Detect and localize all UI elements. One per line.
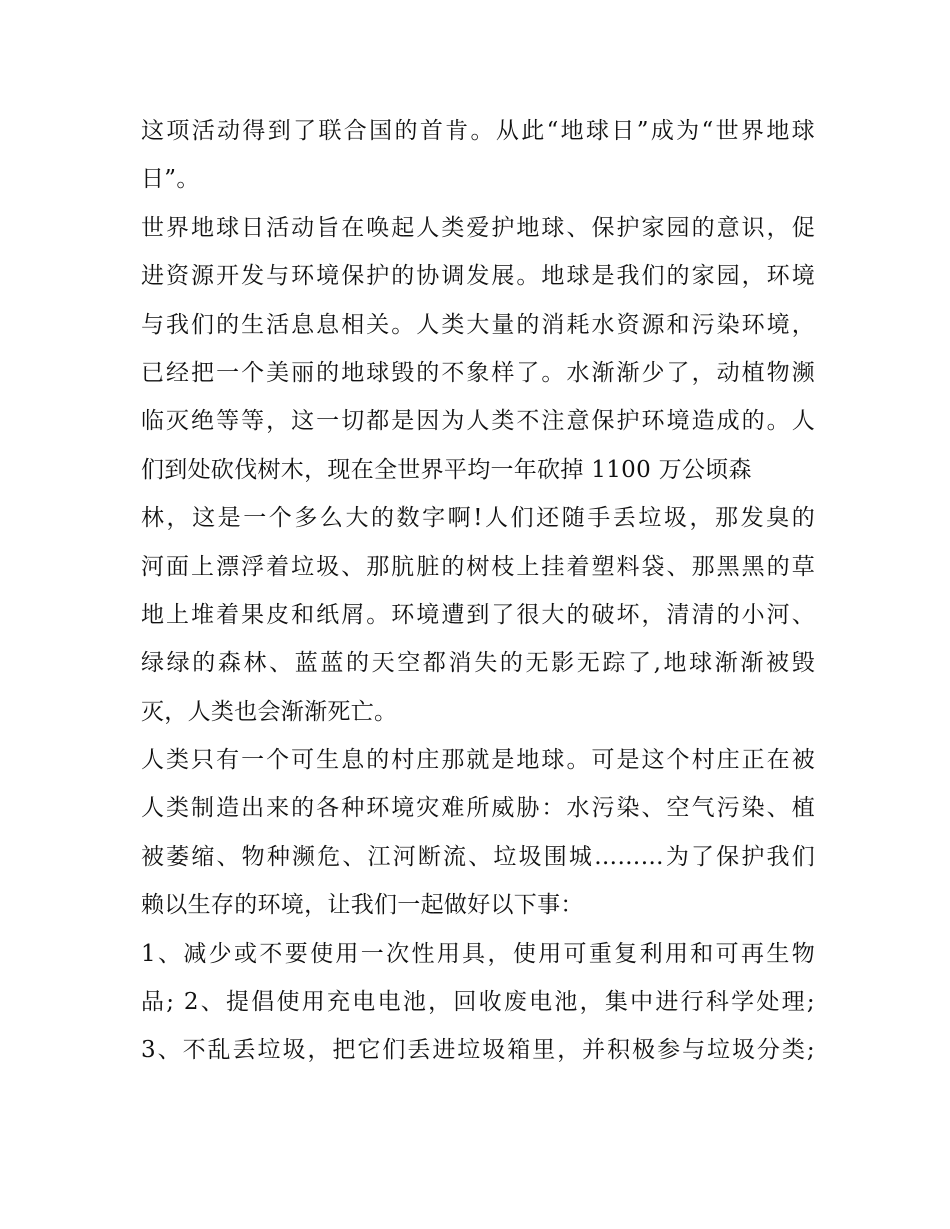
text-line: 这项活动得到了联合国的首肯。从此“地球日”成为“世界地球 xyxy=(141,118,815,144)
text-line: 人类只有一个可生息的村庄那就是地球。可是这个村庄正在被 xyxy=(141,747,815,774)
text-line: 临灭绝等等，这一切都是因为人类不注意保护环境造成的。人 xyxy=(141,408,815,435)
text-line: 已经把一个美丽的地球毁的不象样了。水渐渐少了，动植物濒 xyxy=(141,359,815,386)
text-line: 赖以生存的环境，让我们一起做好以下事： xyxy=(141,892,584,919)
document-body xyxy=(141,107,815,1075)
text-line: 日”。 xyxy=(141,166,200,193)
text-line: 绿绿的森林、蓝蓝的天空都消失的无影无踪了,地球渐渐被毁 xyxy=(141,650,815,677)
text-line: 世界地球日活动旨在唤起人类爱护地球、保护家园的意识，促 xyxy=(141,214,815,241)
text-line: 河面上漂浮着垃圾、那肮脏的树枝上挂着塑料袋、那黑黑的草 xyxy=(141,553,815,580)
text-line: 人类制造出来的各种环境灾难所威胁：水污染、空气污染、植 xyxy=(141,795,815,822)
text-line: 与我们的生活息息相关。人类大量的消耗水资源和污染环境， xyxy=(141,311,815,338)
text-line: 1、减少或不要使用一次性用具，使用可重复利用和可再生物 xyxy=(141,940,815,967)
text-line: 进资源开发与环境保护的协调发展。地球是我们的家园，环境 xyxy=(141,263,815,290)
text-line: 品; 2、提倡使用充电电池，回收废电池，集中进行科学处理; xyxy=(141,989,815,1016)
text-line: 3、不乱丢垃圾，把它们丢进垃圾箱里，并积极参与垃圾分类; xyxy=(141,1037,815,1064)
text-line: 地上堆着果皮和纸屑。环境遭到了很大的破坏，清清的小河、 xyxy=(141,601,815,628)
text-line: 们到处砍伐树木，现在全世界平均一年砍掉 1100 万公顷森 xyxy=(141,456,752,483)
text-line: 灭，人类也会渐渐死亡。 xyxy=(141,698,398,725)
text-line: 被萎缩、物种濒危、江河断流、垃圾围城………为了保护我们 xyxy=(141,843,815,870)
text-line: 林，这是一个多么大的数字啊!人们还随手丢垃圾，那发臭的 xyxy=(141,505,815,532)
